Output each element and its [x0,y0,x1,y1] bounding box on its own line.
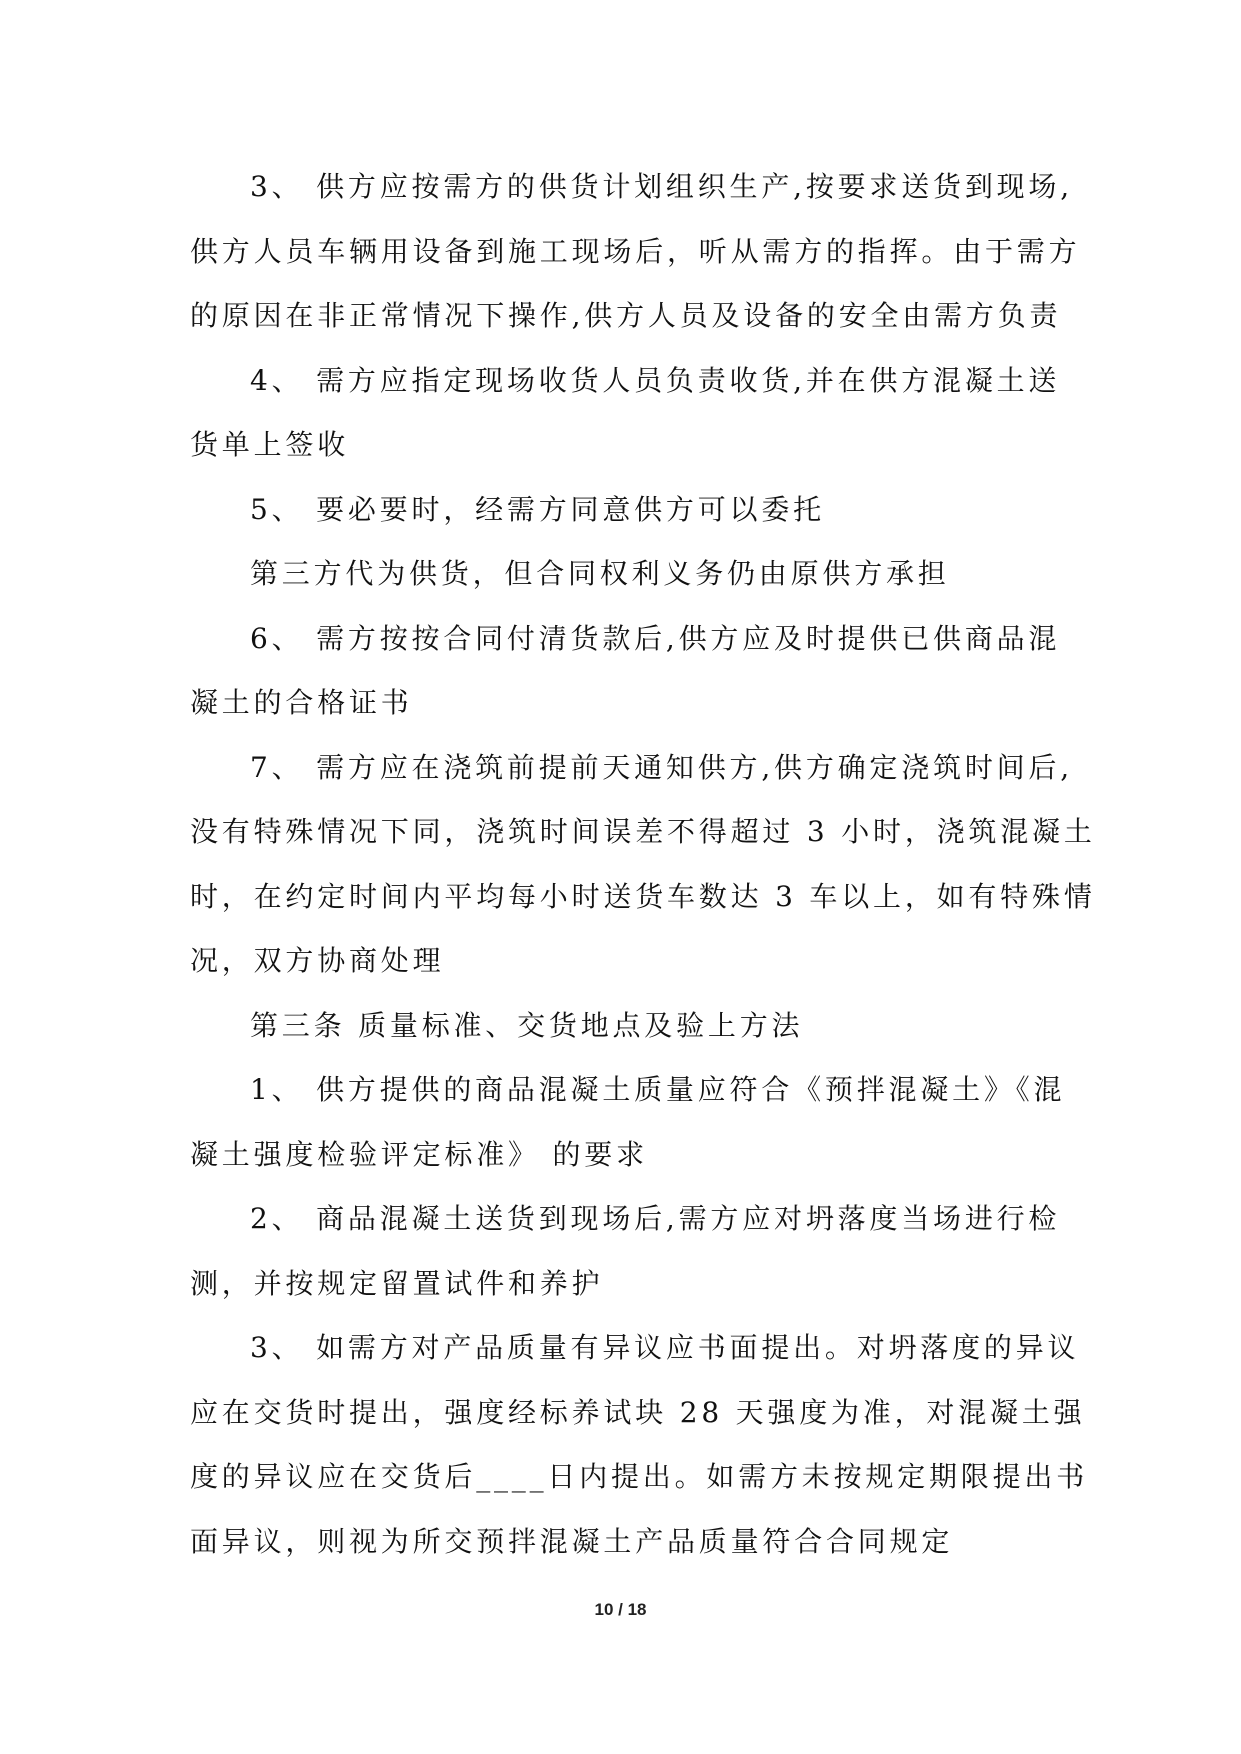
text-line: 6、 需方按按合同付清货款后,供方应及时提供已供商品混 [250,621,1061,655]
text-line: 的原因在非正常情况下操作,供方人员及设备的安全由需方负责 [190,299,1062,332]
text-line: 供方人员车辆用设备到施工现场后，听从需方的指挥。由于需方 [190,234,1081,268]
text-line: 5、 要必要时，经需方同意供方可以委托 [250,492,825,526]
clause-paragraph [190,1316,1090,1574]
text-line: 4、 需方应指定现场收货人员负责收货,并在供方混凝土送 [250,363,1061,397]
text-line: 度的异议应在交货后____日内提出。如需方未按规定期限提出书 [190,1460,1089,1493]
text-line: 面异议，则视为所交预拌混凝土产品质量符合合同规定 [190,1524,954,1558]
clause-paragraph [190,1058,1090,1187]
text-line: 应在交货时提出，强度经标养试块 28 天强度为准，对混凝土强 [190,1395,1086,1429]
section-heading [190,994,1090,1059]
page-number: 10 / 18 [594,1600,647,1619]
text-line: 3、 如需方对产品质量有异议应书面提出。对坍落度的异议 [250,1331,1080,1364]
text-line: 7、 需方应在浇筑前提前天通知供方,供方确定浇筑时间后, [250,750,1073,784]
text-line: 第三方代为供货，但合同权利义务仍由原供方承担 [250,557,950,590]
text-line: 1、 供方提供的商品混凝土质量应符合《预拌混凝土》《混 [250,1073,1066,1106]
clause-paragraph [190,155,1090,349]
clause-paragraph [190,478,1090,543]
text-line: 时，在约定时间内平均每小时送货车数达 3 车以上，如有特殊情 [190,879,1096,913]
text-line: 测，并按规定留置试件和养护 [190,1266,604,1300]
text-line: 况，双方协商处理 [190,944,445,977]
text-line: 凝土的合格证书 [190,686,413,719]
clause-paragraph [190,542,1090,607]
text-line: 没有特殊情况下同，浇筑时间误差不得超过 3 小时，浇筑混凝土 [190,815,1096,848]
clause-paragraph [190,1187,1090,1316]
clause-paragraph [190,349,1090,478]
text-line: 3、 供方应按需方的供货计划组织生产,按要求送货到现场, [250,170,1073,203]
clause-paragraph [190,736,1096,994]
text-line: 2、 商品混凝土送货到现场后,需方应对坍落度当场进行检 [250,1202,1061,1235]
text-line: 第三条 质量标准、交货地点及验上方法 [250,1008,804,1042]
document-body [190,155,1096,1574]
text-line: 凝土强度检验评定标准》 的要求 [190,1137,648,1171]
clause-paragraph [190,607,1090,736]
text-line: 货单上签收 [190,428,350,461]
